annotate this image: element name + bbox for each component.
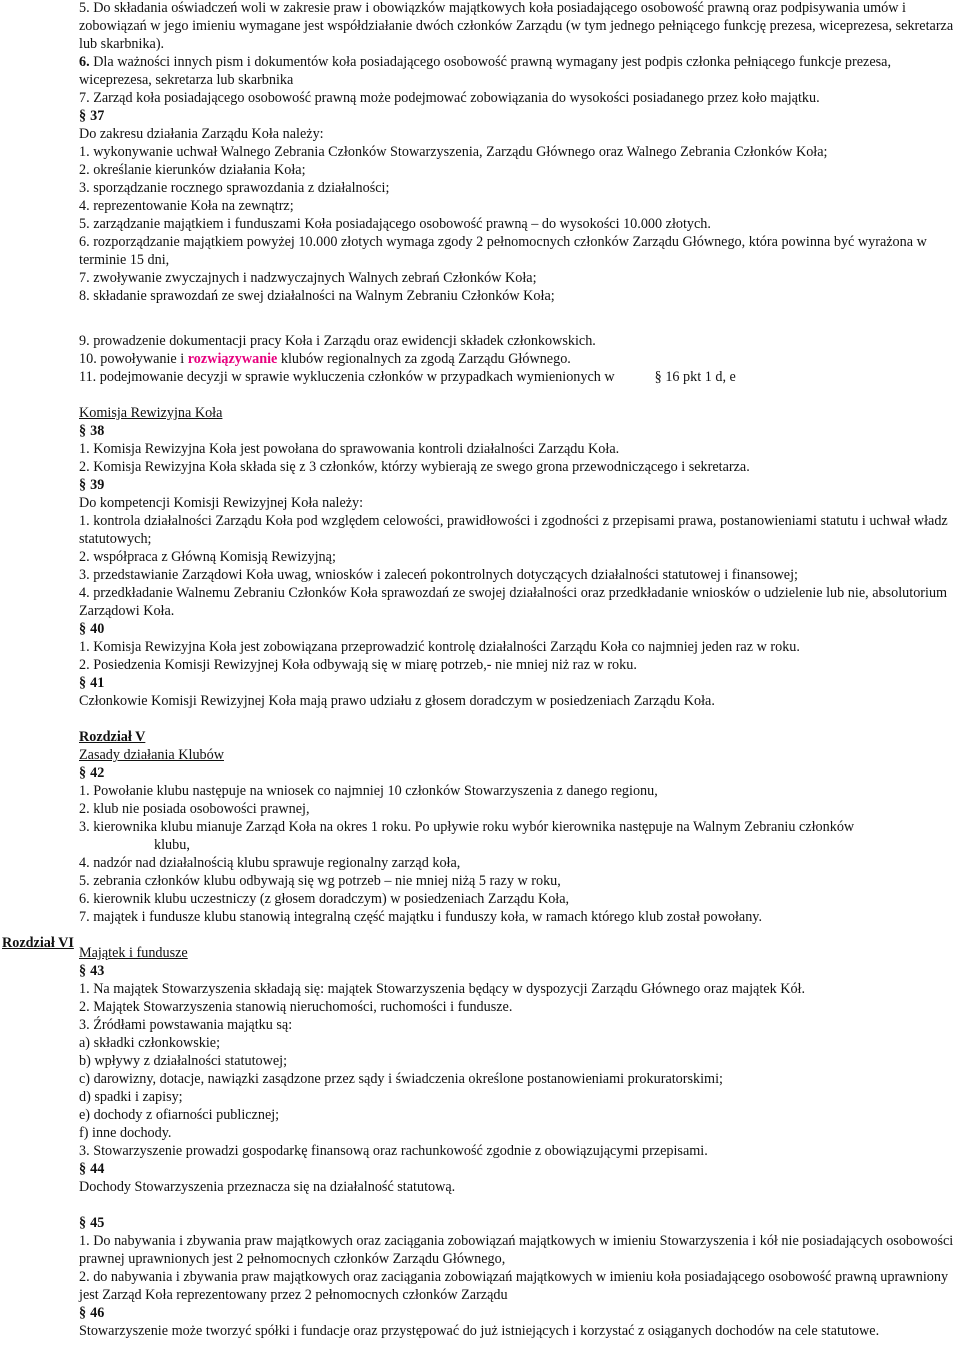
section-40-heading xyxy=(79,620,955,638)
section-37-item: 3. sporządzanie rocznego sprawozdania z działalności; xyxy=(79,180,390,196)
chapter-6-title: Rozdział VI xyxy=(2,935,74,951)
section-sign: § xyxy=(79,108,87,124)
section-43-heading xyxy=(79,962,955,980)
paragraph-item-6: 6. Dla ważności innych pism i dokumentów koła posiadającego osobowość prawną wymagany jest podpis członka pełniącego funkcje prezesa, wiceprezesa, sekretarza lub skarbnika xyxy=(79,54,891,88)
section-44-number: 44 xyxy=(90,1161,105,1177)
section-42-heading xyxy=(79,764,955,782)
spacer xyxy=(79,386,955,404)
section-sign: § xyxy=(79,963,87,979)
section-42-item: 2. klub nie posiada osobowości prawnej, xyxy=(79,801,310,817)
section-40-item: 2. Posiedzenia Komisji Rewizyjnej Koła odbywają się w miarę potrzeb,- nie mniej niż raz w roku. xyxy=(79,657,637,673)
section-41-heading xyxy=(79,674,955,692)
section-43-number: 43 xyxy=(90,963,105,979)
section-43-item: e) dochody z ofiarności publicznej; xyxy=(79,1107,280,1123)
section-39-item: 1. kontrola działalności Zarządu Koła pod względem celowości, prawidłowości i zgodności z przepisami prawa, postanowieniami statutu i uchwał władz statutowych; xyxy=(79,513,948,547)
section-46-heading xyxy=(79,1304,955,1322)
section-37-heading xyxy=(79,107,955,125)
section-42-item: 3. kierownika klubu mianuje Zarząd Koła na okres 1 roku. Po upływie roku wybór kierownika następuje na Walnym Zebraniu członków xyxy=(79,819,855,835)
section-sign: § xyxy=(79,1305,87,1321)
section-43-item: 1. Na majątek Stowarzyszenia składają się: majątek Stowarzyszenia będący w dyspozycji Zarządu Głównego oraz majątek Kół. xyxy=(79,981,806,997)
section-37-item: 6. rozporządzanie majątkiem powyżej 10.000 złotych wymaga zgody 2 pełnomocnych członków Zarządu Głównego, która powinna być wyrażona w terminie 15 dni, xyxy=(79,234,927,268)
section-43-item: 3. Stowarzyszenie prowadzi gospodarkę finansową oraz rachunkowość zgodnie z obowiązującymi przepisami. xyxy=(79,1143,708,1159)
section-43-item: a) składki członkowskie; xyxy=(79,1035,221,1051)
section-38-item: 1. Komisja Rewizyjna Koła jest powołana do sprawowania kontroli działalności Zarządu Koła. xyxy=(79,441,620,457)
section-37-item: 7. zwoływanie zwyczajnych i nadzwyczajnych Walnych zebrań Członków Koła; xyxy=(79,270,537,286)
highlighted-word: rozwiązywanie xyxy=(187,351,278,367)
section-46-number: 46 xyxy=(90,1305,105,1321)
item-11-reference: § 16 pkt 1 d, e xyxy=(654,369,736,385)
section-37-item: 8. składanie sprawozdań ze swej działalności na Walnym Zebraniu Członków Koła; xyxy=(79,288,555,304)
section-42-item: 6. kierownik klubu uczestniczy (z głosem doradczym) w posiedzeniach Zarządu Koła, xyxy=(79,891,570,907)
section-sign: § xyxy=(79,477,87,493)
spacer xyxy=(79,926,955,944)
section-38-number: 38 xyxy=(90,423,105,439)
section-46-text: Stowarzyszenie może tworzyć spółki i fundacje oraz przystępować do już istniejących i korzystać z osiąganych dochodów na cele statutowe. xyxy=(79,1323,880,1339)
section-40-number: 40 xyxy=(90,621,105,637)
section-38-heading xyxy=(79,422,955,440)
section-42-item: 7. majątek i fundusze klubu stanowią integralną część majątku i funduszy koła, w ramach którego klub został powołany. xyxy=(79,909,763,925)
section-44-text: Dochody Stowarzyszenia przeznacza się na działalność statutową. xyxy=(79,1179,456,1195)
spacer xyxy=(79,1196,955,1214)
main-column xyxy=(79,0,955,1340)
section-43-item: b) wpływy z działalności statutowej; xyxy=(79,1053,288,1069)
section-sign: § xyxy=(79,765,87,781)
section-sign: § xyxy=(79,1215,87,1231)
section-37-item: 1. wykonywanie uchwał Walnego Zebrania Członków Stowarzyszenia, Zarządu Głównego oraz Walnego Zebrania Członków Koła; xyxy=(79,144,828,160)
paragraph-item-7: 7. Zarząd koła posiadającego osobowość prawną może podejmować zobowiązania do wysokości posiadanego przez koło majątku. xyxy=(79,90,820,106)
section-38-item: 2. Komisja Rewizyjna Koła składa się z 3 członków, którzy wybierają ze swego grona przewodniczącego i sekretarza. xyxy=(79,459,750,475)
item-10-suffix: klubów regionalnych za zgodą Zarządu Głównego. xyxy=(277,351,571,367)
chapter-6-subtitle: Majątek i fundusze xyxy=(79,945,188,961)
section-40-item: 1. Komisja Rewizyjna Koła jest zobowiązana przeprowadzić kontrolę działalności Zarządu Koła co najmniej jeden raz w roku. xyxy=(79,639,800,655)
section-39-intro: Do kompetencji Komisji Rewizyjnej Koła należy: xyxy=(79,495,364,511)
section-37-number: 37 xyxy=(90,108,105,124)
spacer xyxy=(79,323,955,332)
section-37-item xyxy=(79,368,955,386)
spacer xyxy=(79,305,955,323)
section-44-heading xyxy=(79,1160,955,1178)
section-43-item: c) darowizny, dotacje, nawiązki zasądzone przez sądy i świadczenia określone postanowieniami prokuratorskimi; xyxy=(79,1071,723,1087)
section-sign: § xyxy=(79,423,87,439)
section-39-item: 2. współpraca z Główną Komisją Rewizyjną; xyxy=(79,549,336,565)
section-37-item: 4. reprezentowanie Koła na zewnątrz; xyxy=(79,198,294,214)
section-39-item: 3. przedstawianie Zarządowi Koła uwag, wniosków i zaleceń pokontrolnych dotyczących działalności statutowej i finansowej; xyxy=(79,567,798,583)
section-43-item: 3. Źródłami powstawania majątku są: xyxy=(79,1017,293,1033)
section-45-item: 2. do nabywania i zbywania praw majątkowych oraz zaciągania zobowiązań majątkowych w imieniu koła posiadającego osobowość prawną uprawniony jest Zarząd Koła reprezentowany przez 2 pełnomocnych członków Zarządu xyxy=(79,1269,949,1303)
paragraph-item-5: 5. Do składania oświadczeń woli w zakresie praw i obowiązków majątkowych koła posiadającego osobowość prawną oraz podpisywania umów i zobowiązań w jego imieniu wymagane jest współdziałanie dwóch członków Zarządu (w tym jednego pełniącego funkcję prezesa, wiceprezesa, sekretarza lub skarbnika). xyxy=(79,0,954,52)
item-11-text: 11. podejmowanie decyzji w sprawie wykluczenia członków w przypadkach wymienionych w xyxy=(79,369,615,385)
section-sign: § xyxy=(79,1161,87,1177)
section-39-heading xyxy=(79,476,955,494)
section-42-number: 42 xyxy=(90,765,105,781)
section-sign: § xyxy=(79,675,87,691)
section-37-intro: Do zakresu działania Zarządu Koła należy: xyxy=(79,126,324,142)
chapter-5-title: Rozdział V xyxy=(79,729,146,745)
spacer xyxy=(79,710,955,728)
section-43-item: f) inne dochody. xyxy=(79,1125,172,1141)
section-37-item: 2. określanie kierunków działania Koła; xyxy=(79,162,306,178)
section-45-heading xyxy=(79,1214,955,1232)
section-45-item: 1. Do nabywania i zbywania praw majątkowych oraz zaciągania zobowiązań majątkowych w imieniu Stowarzyszenia i kół nie posiadających osobowości prawnej uprawnionych jest 2 pełnomocnych członków Zarządu Głównego, xyxy=(79,1233,954,1267)
item-10-prefix: 10. powoływanie i xyxy=(79,351,188,367)
section-42-item-continuation: klubu, xyxy=(154,837,190,853)
section-42-item: 4. nadzór nad działalnością klubu sprawuje regionalny zarząd koła, xyxy=(79,855,461,871)
section-41-text: Członkowie Komisji Rewizyjnej Koła mają prawo udziału z głosem doradczym w posiedzeniach Zarządu Koła. xyxy=(79,693,715,709)
paragraph-item-6-text: Dla ważności innych pism i dokumentów koła posiadającego osobowość prawną wymagany jest podpis członka pełniącego funkcje prezesa, wiceprezesa, sekretarza lub skarbnika xyxy=(79,54,891,88)
chapter-5-subtitle: Zasady działania Klubów xyxy=(79,747,224,763)
section-43-item: d) spadki i zapisy; xyxy=(79,1089,183,1105)
section-39-number: 39 xyxy=(90,477,105,493)
section-sign: § xyxy=(79,621,87,637)
section-39-item: 4. przedkładanie Walnemu Zebraniu Członków Koła sprawozdań ze swojej działalności oraz przedkładanie wniosków o udzielenie lub nie, absolutorium Zarządowi Koła. xyxy=(79,585,948,619)
section-37-item: 9. prowadzenie dokumentacji pracy Koła i Zarządu oraz ewidencji składek członkowskich. xyxy=(79,333,596,349)
section-41-number: 41 xyxy=(90,675,105,691)
section-37-item xyxy=(79,350,955,368)
section-42-item: 5. zebrania członków klubu odbywają się wg potrzeb – nie mniej niżą 5 razy w roku, xyxy=(79,873,561,889)
section-45-number: 45 xyxy=(90,1215,105,1231)
section-37-item: 5. zarządzanie majątkiem i funduszami Koła posiadającego osobowość prawną – do wysokości 10.000 złotych. xyxy=(79,216,711,232)
section-42-item: 1. Powołanie klubu następuje na wniosek co najmniej 10 członków Stowarzyszenia z danego regionu, xyxy=(79,783,658,799)
section-43-item: 2. Majątek Stowarzyszenia stanowią nieruchomości, ruchomości i fundusze. xyxy=(79,999,513,1015)
komisja-heading: Komisja Rewizyjna Koła xyxy=(79,405,223,421)
